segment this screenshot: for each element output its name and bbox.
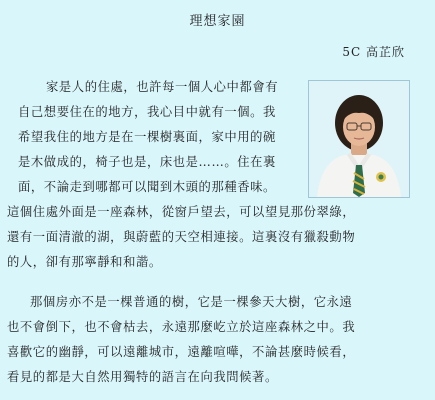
paragraph-1-line-3: 希望我住的地方是在一棵樹裏面，家中用的碗 <box>18 130 276 144</box>
student-portrait-image <box>309 81 409 197</box>
paragraph-1-line-7: 還有一面清澈的湖，與蔚藍的天空相連接。這裏沒有獵殺動物 <box>7 230 356 244</box>
paragraph-1-line-2: 自己想要住在的地方，我心目中就有一個。我 <box>18 105 276 119</box>
paragraph-1-line-5: 面，不論走到哪都可以聞到木頭的那種香味。 <box>18 180 276 194</box>
student-photo <box>308 80 410 198</box>
author-name: 5C 高芷欣 <box>342 45 405 59</box>
paragraph-1-line-1: 家是人的住處，也許每一個人心中都會有 <box>46 80 279 94</box>
paragraph-1-line-8: 的人，卻有那寧靜和和諧。 <box>7 255 162 269</box>
paragraph-2-line-1: 那個房亦不是一棵普通的樹，它是一棵參天大樹，它永遠 <box>30 295 353 309</box>
paragraph-1-line-4: 是木做成的，椅子也是，床也是……。住在裏 <box>18 155 276 169</box>
paragraph-2-line-2: 也不會倒下，也不會枯去，永遠那麼屹立於這座森林之中。我 <box>7 320 356 334</box>
paragraph-1-line-6: 這個住處外面是一座森林，從窗戶望去，可以望見那份翠綠， <box>7 205 356 219</box>
paragraph-2-line-3: 喜歡它的幽靜，可以遠離城市，遠離喧嘩，不論甚麼時候看， <box>7 345 356 359</box>
essay-title: 理想家園 <box>189 14 246 29</box>
paragraph-2-line-4: 看見的都是大自然用獨特的語言在向我問候著。 <box>7 370 278 384</box>
